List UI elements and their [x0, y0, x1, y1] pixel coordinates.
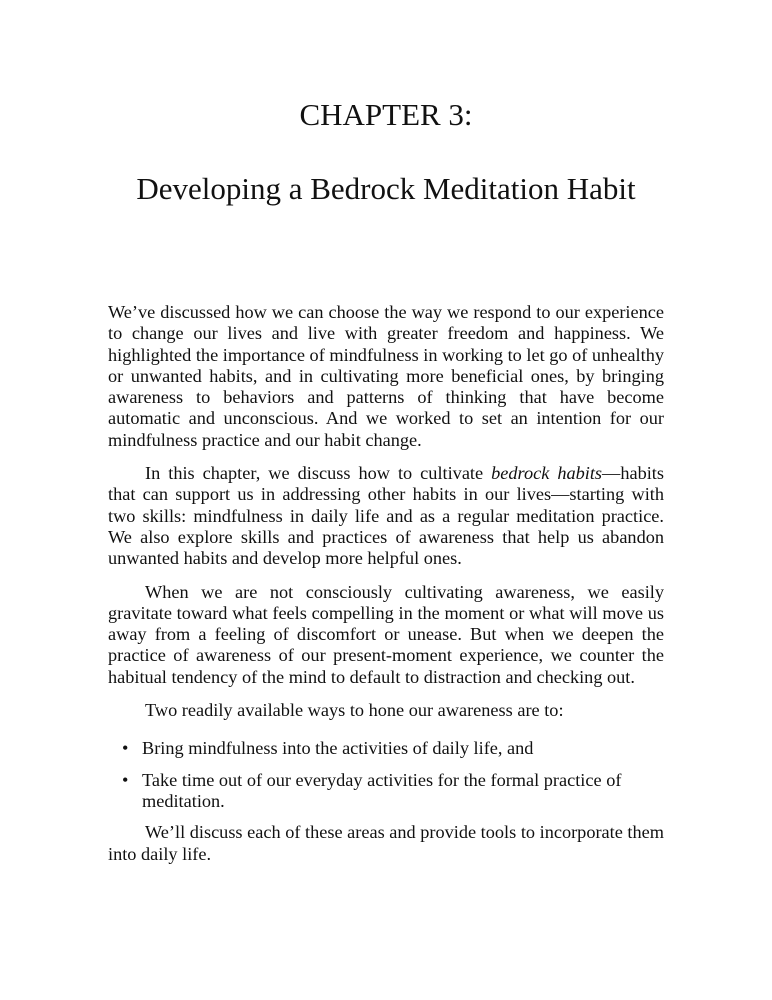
list-item — [108, 738, 664, 759]
paragraph-text: In this chapter, we discuss how to cultivate — [145, 463, 492, 484]
paragraph-text: —habits that can support us in addressing other habits in our lives—starting with two skills: mindfulness in daily life and as a regular meditation practice. We also explore skills and practices of awareness that help us abandon unwanted habits and develop more helpful ones. — [108, 463, 664, 569]
chapter-number: CHAPTER 3: — [299, 97, 473, 132]
paragraph-closing: We’ll discuss each of these areas and provide tools to incorporate them into daily life. — [108, 822, 664, 864]
bullet-list — [108, 738, 664, 812]
bullet-icon: • — [122, 769, 129, 790]
list-item — [108, 770, 664, 813]
paragraph-bedrock-habits — [108, 463, 664, 569]
paragraph-awareness: When we are not consciously cultivating awareness, we easily gravitate toward what feels compelling in the moment or what will move us away from a feeling of discomfort or unease. But when we deepen the practice of awareness of our present-moment experience, we counter the habitual tendency of the mind to default to distraction and checking out. — [108, 581, 664, 687]
list-item-text: Bring mindfulness into the activities of daily life, and — [142, 738, 534, 759]
chapter-title: Developing a Bedrock Meditation Habit — [136, 171, 636, 206]
emphasized-term: bedrock habits — [491, 463, 603, 484]
bullet-icon: • — [122, 738, 129, 759]
chapter-body — [108, 302, 664, 877]
list-item-text: Take time out of our everyday activities for the formal practice of meditation. — [142, 769, 622, 811]
paragraph-list-intro: Two readily available ways to hone our awareness are to: — [145, 700, 564, 721]
paragraph-intro: We’ve discussed how we can choose the way we respond to our experience to change our lives and live with greater freedom and happiness. We highlighted the importance of mindfulness in working to let go of unhealthy or unwanted habits, and in cultivating more beneficial ones, by bringing awareness to behaviors and patterns of thinking that have become automatic and unconscious. And we worked to set an intention for our mindfulness practice and our habit change. — [108, 302, 664, 450]
